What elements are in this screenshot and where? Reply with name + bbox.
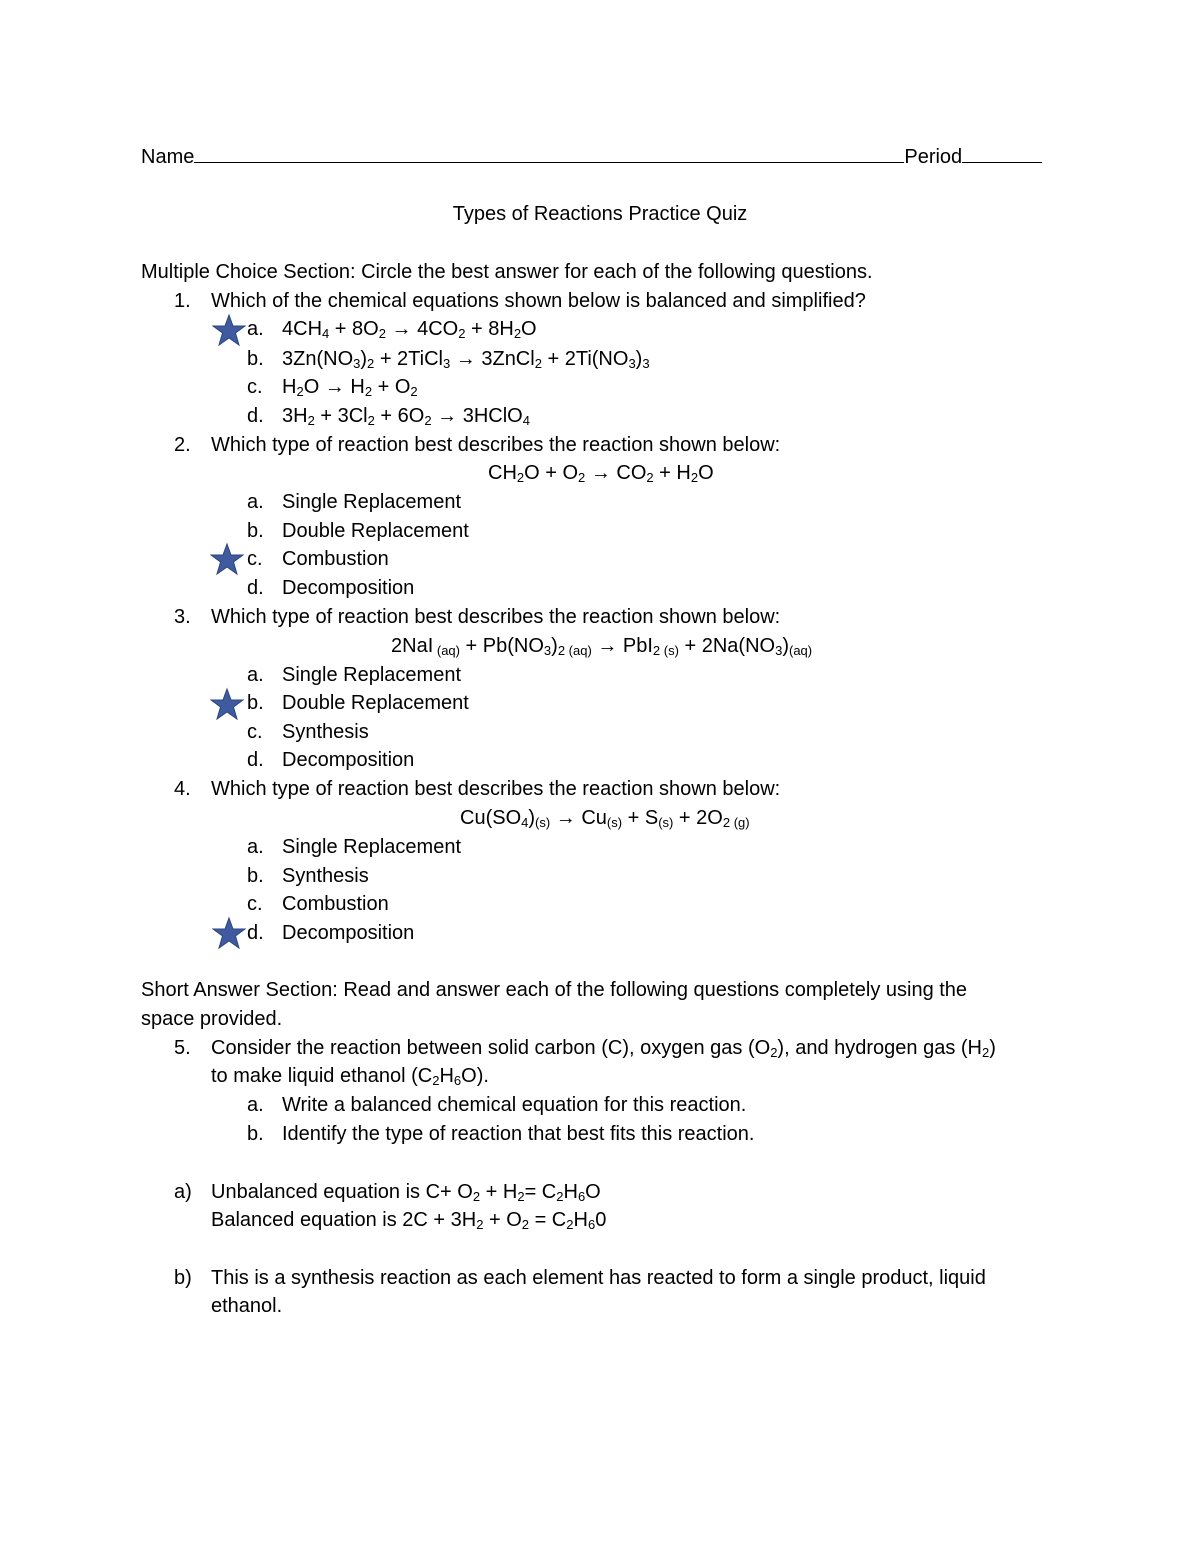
answer-a-balanced: Balanced equation is $2C + 3H_2 + O_2 = C_2H_60$ <box>211 1209 607 1232</box>
q2-option-d-letter: d. <box>247 577 264 599</box>
q5-number: 5. <box>174 1037 191 1059</box>
q4-option-d[interactable]: Decomposition <box>282 922 415 944</box>
name-blank <box>194 144 904 163</box>
q5-sub-b-letter: b. <box>247 1123 264 1145</box>
sa-instructions-line2: space provided. <box>141 1008 283 1030</box>
answer-b-line2: ethanol. <box>211 1295 283 1317</box>
q5-sub-a: Write a balanced chemical equation for this reaction. <box>282 1094 747 1116</box>
q1-option-b-letter: b. <box>247 348 264 370</box>
q5-text-line1: Consider the reaction between solid carbon (C), oxygen gas $(O_2)$, and hydrogen gas $(H_2)$ <box>211 1037 996 1060</box>
q3-text: Which type of reaction best describes the reaction shown below: <box>211 606 781 628</box>
answer-b-line1: This is a synthesis reaction as each element has reacted to form a single product, liquid <box>211 1267 986 1289</box>
q3-option-d-letter: d. <box>247 749 264 771</box>
answer-b-label: b) <box>174 1267 192 1289</box>
q3-option-c[interactable]: Synthesis <box>282 721 369 743</box>
period-blank <box>962 144 1042 163</box>
q2-option-d[interactable]: Decomposition <box>282 577 415 599</box>
q2-option-b[interactable]: Double Replacement <box>282 520 469 542</box>
mc-instructions: Multiple Choice Section: Circle the best answer for each of the following questions. <box>141 261 873 283</box>
q4-option-c[interactable]: Combustion <box>282 893 389 915</box>
q4-option-a-letter: a. <box>247 836 264 858</box>
q2-option-a[interactable]: Single Replacement <box>282 491 461 513</box>
name-field <box>141 144 1042 170</box>
star-icon <box>210 542 244 576</box>
q1-number: 1. <box>174 290 191 312</box>
q2-option-c[interactable]: Combustion <box>282 548 389 570</box>
q5-sub-b: Identify the type of reaction that best fits this reaction. <box>282 1123 755 1145</box>
page-title: Types of Reactions Practice Quiz <box>452 203 748 225</box>
q3-option-b[interactable]: Double Replacement <box>282 692 469 714</box>
q4-equation: $Cu(SO_4)_{(s)} \to Cu_{(s)} + S_{(s)} + 2O_{2 (g)}$ <box>460 807 750 830</box>
q1-option-a[interactable]: $4CH_4 + 8O_2 \to 4CO_2 + 8H_2O$ <box>282 318 537 341</box>
q2-option-c-letter: c. <box>247 548 263 570</box>
q4-option-c-letter: c. <box>247 893 263 915</box>
q3-option-a[interactable]: Single Replacement <box>282 664 461 686</box>
name-label: Name <box>141 146 195 168</box>
q4-option-b-letter: b. <box>247 865 264 887</box>
answer-a-label: a) <box>174 1181 192 1203</box>
star-icon <box>212 916 246 950</box>
answer-a-unbalanced: Unbalanced equation is $C+ O_2 + H_2= C_2H_6O$ <box>211 1181 601 1204</box>
q1-option-c-letter: c. <box>247 376 263 398</box>
q4-option-a[interactable]: Single Replacement <box>282 836 461 858</box>
q4-option-b[interactable]: Synthesis <box>282 865 369 887</box>
q2-equation: $CH_2O + O_2 \to CO_2 + H_2O$ <box>488 462 714 485</box>
q2-text: Which type of reaction best describes the reaction shown below: <box>211 434 781 456</box>
q2-option-a-letter: a. <box>247 491 264 513</box>
q2-option-b-letter: b. <box>247 520 264 542</box>
q4-text: Which type of reaction best describes the reaction shown below: <box>211 778 781 800</box>
q3-option-c-letter: c. <box>247 721 263 743</box>
q3-number: 3. <box>174 606 191 628</box>
q4-option-d-letter: d. <box>247 922 264 944</box>
q1-option-b[interactable]: $3Zn(NO_3)_2$ + 2TiCl$_3$ → 3ZnCl$_2$ + $2Ti(NO_3)_3$ <box>282 348 650 371</box>
period-label: Period <box>904 146 963 168</box>
q5-sub-a-letter: a. <box>247 1094 264 1116</box>
star-icon <box>210 687 244 721</box>
q5-text-line2: to make liquid ethanol $(C_2H_6O)$. <box>211 1065 489 1088</box>
q3-option-d[interactable]: Decomposition <box>282 749 415 771</box>
q1-option-c[interactable]: $H_2O \to H_2 + O_2$ <box>282 376 418 399</box>
q2-number: 2. <box>174 434 191 456</box>
q1-option-a-letter: a. <box>247 318 264 340</box>
sa-instructions-line1: Short Answer Section: Read and answer each of the following questions completely using the <box>141 979 968 1001</box>
star-icon <box>212 313 246 347</box>
q1-option-d-letter: d. <box>247 405 264 427</box>
q3-option-b-letter: b. <box>247 692 264 714</box>
q1-option-d[interactable]: $3H_2 + 3Cl_2 + 6O_2$ → 3HClO$_4$ <box>282 405 530 428</box>
q3-option-a-letter: a. <box>247 664 264 686</box>
q1-text: Which of the chemical equations shown below is balanced and simplified? <box>211 290 866 312</box>
q3-equation: 2NaI $_{(aq)} + Pb(NO_3)_{2 (aq)} \to PbI_{2 (s)} + 2Na(NO_3)_{(aq)}$ <box>391 635 813 658</box>
q4-number: 4. <box>174 778 191 800</box>
